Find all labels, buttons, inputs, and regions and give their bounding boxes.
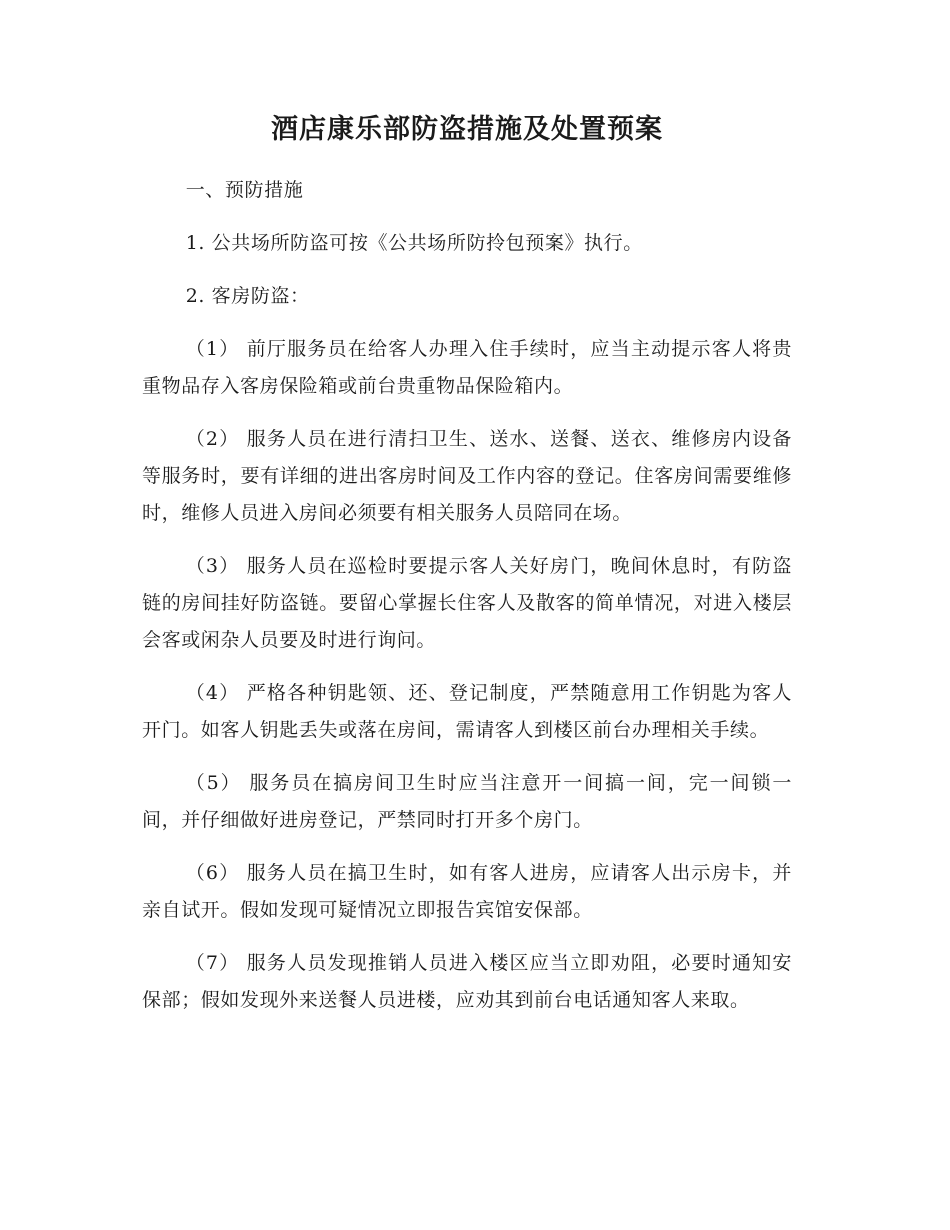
section-heading-prevention: 一、预防措施 <box>185 179 304 201</box>
paragraph-item-3: （3） 服务人员在巡检时要提示客人关好房门，晚间休息时，有防盗链的房间挂好防盗链。要留心掌握长住客人及散客的简单情况，对进入楼层会客或闲杂人员要及时进行询问。 <box>142 555 792 651</box>
paragraph-guest-rooms: 2. 客房防盗： <box>185 285 310 307</box>
paragraph-item-1: （1） 前厅服务员在给客人办理入住手续时，应当主动提示客人将贵重物品存入客房保险箱或前台贵重物品保险箱内。 <box>142 338 792 397</box>
paragraph-item-6: （6） 服务人员在搞卫生时，如有客人进房，应请客人出示房卡，并亲自试开。假如发现可疑情况立即报告宾馆安保部。 <box>142 862 792 921</box>
document-page <box>142 110 792 1035</box>
paragraph-item-5: （5） 服务员在搞房间卫生时应当注意开一间搞一间，完一间锁一间，并仔细做好进房登记，严禁同时打开多个房门。 <box>142 772 792 831</box>
document-title: 酒店康乐部防盗措施及处置预案 <box>271 114 663 145</box>
paragraph-item-4: （4） 严格各种钥匙领、还、登记制度，严禁随意用工作钥匙为客人开门。如客人钥匙丢失或落在房间，需请客人到楼区前台办理相关手续。 <box>142 682 792 741</box>
paragraph-item-2: （2） 服务人员在进行清扫卫生、送水、送餐、送衣、维修房内设备等服务时，要有详细的进出客房时间及工作内容的登记。住客房间需要维修时，维修人员进入房间必须要有相关服务人员陪同在场。 <box>142 428 792 524</box>
paragraph-public-areas: 1. 公共场所防盗可按《公共场所防拎包预案》执行。 <box>185 232 643 254</box>
paragraph-item-7: （7） 服务人员发现推销人员进入楼区应当立即劝阻，必要时通知安保部；假如发现外来送餐人员进楼，应劝其到前台电话通知客人来取。 <box>142 952 792 1011</box>
